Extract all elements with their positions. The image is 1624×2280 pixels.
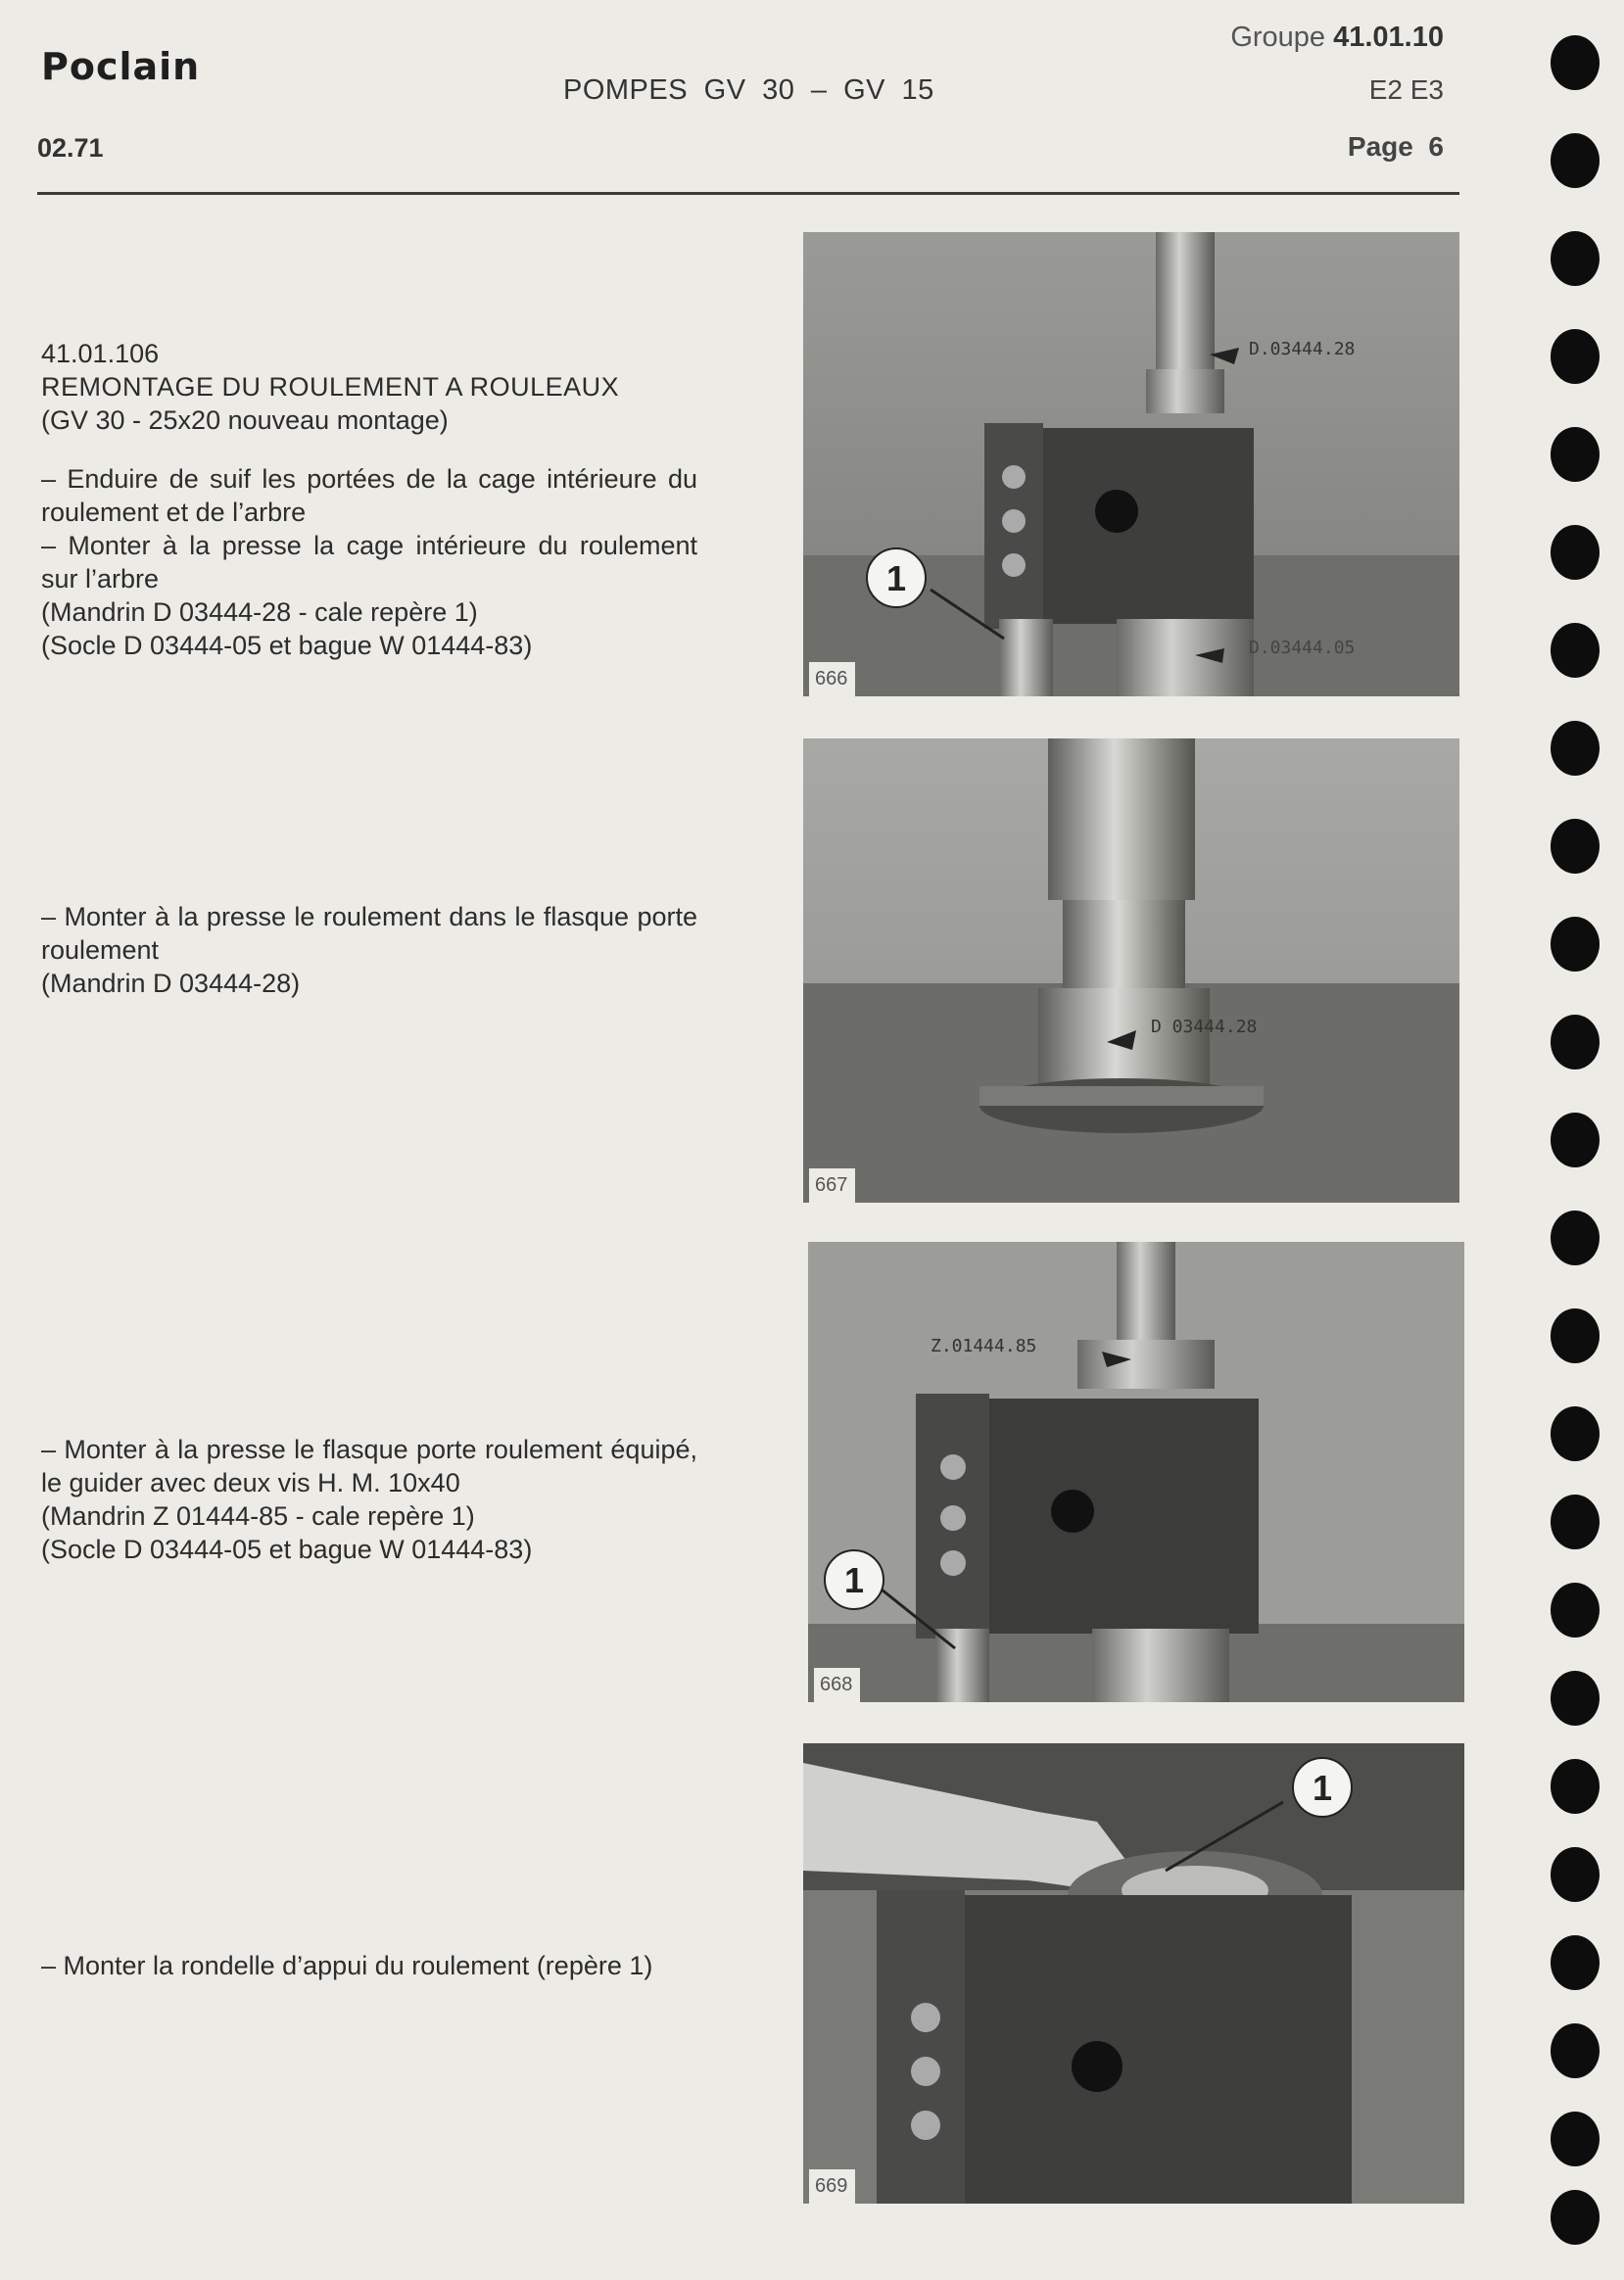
binder-hole [1551,1847,1600,1902]
binder-hole [1551,1671,1600,1726]
step-text: – Monter à la presse le flasque porte roulement équipé, le guider avec deux vis H. M. 10x40 [41,1435,697,1497]
binder-hole [1551,1935,1600,1990]
binder-hole [1551,1406,1600,1461]
binder-hole [1551,1759,1600,1814]
binder-hole [1551,1495,1600,1549]
section-number: 41.01.106 [41,339,160,368]
binder-hole [1551,1583,1600,1638]
photo-667-image [803,738,1459,1203]
group-value: 41.01.10 [1333,22,1444,53]
binder-hole [1551,1015,1600,1069]
binder-hole [1551,329,1600,384]
figure-number: 666 [809,662,855,696]
photo-668-image [808,1242,1464,1702]
photo-669-image [803,1743,1464,2204]
page-number [1348,131,1444,163]
header-rule [37,192,1459,195]
tool-note: (Mandrin Z 01444-85 - cale repère 1) [41,1501,475,1531]
section-washer [41,1949,717,1982]
model-codes: E2 E3 [1368,74,1444,105]
step-text: – Enduire de suif les portées de la cage intérieure du roulement et de l’arbre [41,464,697,527]
tool-note: (Socle D 03444-05 et bague W 01444-83) [41,631,533,660]
binder-hole [1551,623,1600,678]
binder-hole [1551,2023,1600,2078]
group-label: Groupe [1230,22,1326,53]
binder-hole [1551,917,1600,972]
spacer [41,437,697,462]
tool-stamp-label: D.03444.05 [1249,638,1356,658]
binder-hole [1551,427,1600,482]
section-roller-bearing [41,337,697,662]
section-subheading: (GV 30 - 25x20 nouveau montage) [41,405,449,435]
issue-date: 02.71 [37,133,104,163]
page-label: Page [1347,131,1413,162]
photo-667 [803,738,1459,1203]
section-press-bearing [41,900,697,1000]
binder-hole [1551,1308,1600,1363]
binder-hole [1551,231,1600,286]
step-text: – Monter à la presse le roulement dans le flasque porte roulement [41,902,697,965]
figure-number: 667 [809,1168,855,1203]
tool-note: (Socle D 03444-05 et bague W 01444-83) [41,1535,533,1564]
photo-666-image [803,232,1459,696]
figure-number: 669 [809,2169,855,2204]
photo-668 [808,1242,1464,1702]
section-press-flange [41,1433,697,1566]
tool-note: (Mandrin D 03444-28 - cale repère 1) [41,597,478,627]
group-reference [1230,22,1444,54]
binder-hole [1551,133,1600,188]
tool-stamp-label: D.03444.28 [1249,339,1356,359]
binder-hole [1551,1113,1600,1167]
binder-hole [1551,35,1600,90]
callout-marker: 1 [843,1560,865,1600]
callout-marker: 1 [885,558,907,598]
binder-hole [1551,525,1600,580]
section-heading: REMONTAGE DU ROULEMENT A ROULEAUX [41,372,620,402]
tool-note: (Mandrin D 03444-28) [41,969,301,998]
photo-669 [803,1743,1464,2204]
binder-hole [1551,2112,1600,2166]
step-text: – Monter la rondelle d’appui du roulement (repère 1) [41,1951,653,1980]
binder-hole [1551,1211,1600,1265]
tool-stamp-label: D 03444.28 [1151,1017,1258,1037]
page-value: 6 [1428,131,1444,162]
tool-stamp-label: Z.01444.85 [931,1336,1037,1356]
photo-666 [803,232,1459,696]
step-text: – Monter à la presse la cage intérieure du roulement sur l’arbre [41,531,697,594]
figure-number: 668 [814,1668,860,1702]
brand-logo: Poclain [41,45,201,88]
binder-hole [1551,819,1600,874]
callout-marker: 1 [1312,1768,1333,1808]
document-title: POMPES GV 30 – GV 15 [563,74,934,106]
binder-hole [1551,721,1600,776]
binder-hole [1551,2190,1600,2245]
